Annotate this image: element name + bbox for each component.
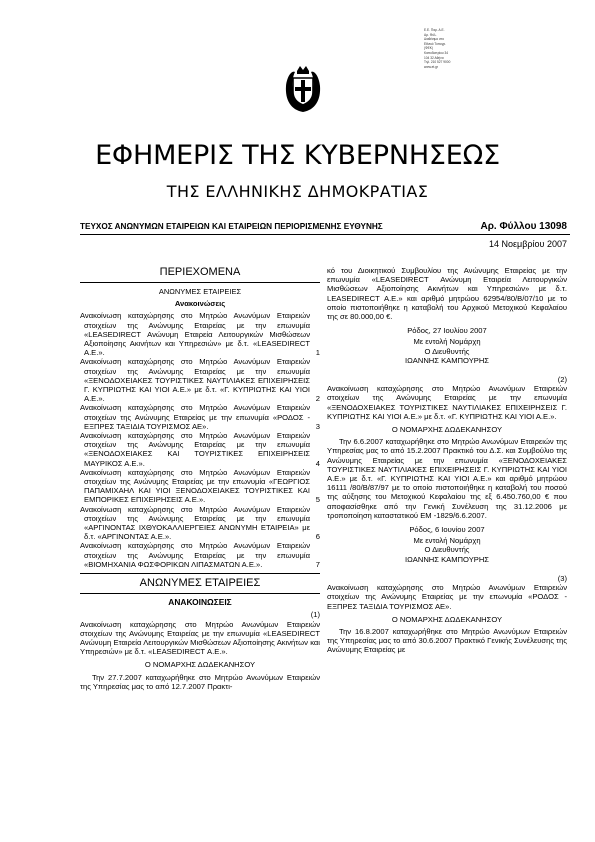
toc-entry[interactable] <box>80 357 320 403</box>
notice-signature-line: Με εντολή Νομάρχη <box>413 536 481 546</box>
notice-signatory: ΙΩΑΝΝΗΣ ΚΑΜΠΟΥΡΗΣ <box>404 355 490 365</box>
notice-title: Ανακοίνωση καταχώρησης στο Μητρώο Ανωνύμων Εταιρειών στοιχείων της Ανώνυμης Εταιρείας με την επωνυμία «ΡΟΔΟΣ - ΕΞΠΡΕΣ ΤΑΞΙΔΙΑ ΤΟΥΡΙΣΜΟΣ ΑΕ». <box>327 583 567 611</box>
notice-text: Την 16.8.2007 καταχωρήθηκε στο Μητρώο Ανωνύμων Εταιρειών της Υπηρεσίας μας το από 30.6.2007 Πρακτικό Γενικής Συνέλευσης της Ανώνυμης Εταιρείας με <box>327 626 567 655</box>
notice-number: (1) <box>310 610 320 620</box>
gazette-title: ΕΦΗΜΕΡΙΣ ΤΗΣ ΚΥΒΕΡΝΗΣΕΩΣ <box>95 140 500 171</box>
stamp-line: Τηλ. 210 527 9000 <box>424 60 451 65</box>
greek-coat-of-arms-icon <box>283 62 323 116</box>
header-rule <box>80 234 570 235</box>
notice-text: κό του Διοικητικού Συμβουλίου της Ανώνυμης Εταιρείας με την επωνυμία «LEASEDIRECT Ανώνυμη Εταιρεία Λειτουργικών Μισθώσεων Αξιοποίησης Ακινήτων και Υπηρεσιών» με δ.τ. LEASEDIRECT Α.Ε.» και αριθμό μητρώου 62954/80/Β/07/10 με το οποίο πιστοποιήθηκε η καταβολή του Αρχικού Μετοχικού Κεφαλαίου της σε 80.000,00 €. <box>327 266 567 322</box>
notice-authority: Ο ΝΟΜΑΡΧΗΣ ΔΩΔΕΚΑΝΗΣΟΥ <box>391 614 503 624</box>
issue-date: 14 Νοεμβρίου 2007 <box>489 239 567 249</box>
contents-section: ΑΝΩΝΥΜΕΣ ΕΤΑΙΡΕΙΕΣ <box>158 287 242 296</box>
toc-page-number: 1 <box>315 348 320 358</box>
stamp-line: Εθνικό Τυπογρ. <box>424 41 446 46</box>
stamp-line: Καποδιστρίου 34 <box>424 50 449 55</box>
stamp-line: Ε.Ε. Παρ. Α.Ε. <box>424 28 445 32</box>
issue-header <box>80 222 570 231</box>
notice-text: Την 27.7.2007 καταχωρήθηκε στο Μητρώο Ανωνύμων Εταιρειών της Υπηρεσίας μας το από 12.7.2007 Πρακτι- <box>80 672 320 691</box>
toc-entry[interactable] <box>80 468 320 505</box>
toc-entry-text: Ανακοίνωση καταχώρησης στο Μητρώο Ανωνύμων Εταιρειών στοιχείων της Ανώνυμης Εταιρείας με την επωνυμία «ΒΙΟΜΗΧΑΝΙΑ ΦΩΣΦΟΡΙΚΩΝ ΛΙΠΑΣΜΑΤΩΝ Α.Ε.». <box>80 541 310 569</box>
notice-signature-line: Ο Διευθυντής <box>424 346 470 356</box>
toc-entry-text: Ανακοίνωση καταχώρησης στο Μητρώο Ανωνύμων Εταιρειών στοιχείων της Ανώνυμης Εταιρείας με την επωνυμία «ΡΟΔΟΣ - ΕΞΠΡΕΣ ΤΑΞΙΔΙΑ ΤΟΥΡΙΣΜΟΣ ΑΕ». <box>80 403 310 431</box>
gazette-subtitle: ΤΗΣ ΕΛΛΗΝΙΚΗΣ ΔΗΜΟΚΡΑΤΙΑΣ <box>166 182 429 201</box>
toc-entry[interactable] <box>80 541 320 569</box>
notice-signature-line: Ο Διευθυντής <box>424 545 470 555</box>
distribution-stamp <box>424 28 484 69</box>
toc-entry[interactable] <box>80 311 320 357</box>
toc-entry[interactable] <box>80 505 320 542</box>
toc-entry[interactable] <box>80 403 320 431</box>
toc-page-number: 7 <box>315 559 320 569</box>
toc-entry-text: Ανακοίνωση καταχώρησης στο Μητρώο Ανωνύμων Εταιρειών στοιχείων της Ανώνυμης Εταιρείας με την επωνυμία «ΞΕΝΟΔΟΧΕΙΑΚΕΣ ΚΑΙ ΤΟΥΡΙΣΤΙΚΕΣ ΕΠΙΧΕΙΡΗΣΕΙΣ ΜΑΥΡΙΚΟΣ Α.Ε.». <box>80 431 310 468</box>
notice-place-date: Ρόδος, 6 Ιουνίου 2007 <box>409 525 485 535</box>
notice-text: Την 6.6.2007 καταχωρήθηκε στο Μητρώο Ανωνύμων Εταιρειών της Υπηρεσίας μας το από 15.2.2007 Πρακτικό του Δ.Σ. και Συμβούλιο της Ανώνυμης Εταιρείας με την επωνυμία «ΞΕΝΟΔΟΧΕΙΑΚΕΣ ΤΟΥΡΙΣΤΙΚΕΣ ΝΑΥΤΙΛΙΑΚΕΣ ΕΠΙΧΕΙΡΗΣΕΙΣ Γ. ΚΥΠΡΙΩΤΗΣ ΚΑΙ ΥΙΟΙ Α.Ε.» με δ.τ. «Γ. ΚΥΠΡΙΩΤΗΣ ΚΑΙ ΥΙΟΙ Α.Ε.» και αριθμό μητρώου 16111 /80/Β/87/97 με το οποίο πιστοποιήθηκε η καταβολή του ποσού της αύξησης του Μετοχικού Κεφαλαίου της εξ 6.450.760,00 € που αποφασίσθηκε από την Γενική Συνέλευση της 31.12.2006 με τροποποίηση καταστατικού ΕΜ -1829/6.6.2007. <box>327 437 567 520</box>
stamp-line: Διαθέσιμο στο <box>424 37 444 42</box>
toc-page-number: 2 <box>315 394 320 404</box>
notice-signature-line: Με εντολή Νομάρχη <box>413 337 481 347</box>
notice-place-date: Ρόδος, 27 Ιουλίου 2007 <box>407 326 487 336</box>
notice-signatory: ΙΩΑΝΝΗΣ ΚΑΜΠΟΥΡΗΣ <box>404 554 490 564</box>
toc-entry-text: Ανακοίνωση καταχώρησης στο Μητρώο Ανωνύμων Εταιρειών στοιχείων της Ανώνυμης Εταιρείας με την επωνυμία «ΑΡΓΙΝΟΝΤΑΣ ΙΧΘΥΟΚΑΛΛΙΕΡΓΕΙΕΣ ΑΝΩΝΥΜΗ ΕΤΑΙΡΕΙΑ» με δ.τ. «ΑΡΓΙΝΟΝΤΑΣ Α.Ε.». <box>80 504 310 542</box>
body-section-heading: ΑΝΩΝΥΜΕΣ ΕΤΑΙΡΕΙΕΣ <box>139 577 261 590</box>
left-column <box>80 266 320 691</box>
notice-authority: Ο ΝΟΜΑΡΧΗΣ ΔΩΔΕΚΑΝΗΣΟΥ <box>391 425 503 435</box>
contents-subsection: Ανακοινώσεις <box>174 299 226 309</box>
section-rule <box>80 573 320 574</box>
toc-page-number: 3 <box>315 421 320 431</box>
toc-page-number: 5 <box>315 495 320 505</box>
stamp-line: (ΦΕΚ) <box>424 46 433 51</box>
toc-entry-text: Ανακοίνωση καταχώρησης στο Μητρώο Ανωνύμων Εταιρειών στοιχείων της Ανώνυμης Εταιρείας με την επωνυμία «ΞΕΝΟΔΟΧΕΙΑΚΕΣ ΤΟΥΡΙΣΤΙΚΕΣ ΝΑΥΤΙΛΙΑΚΕΣ ΕΠΙΧΕΙΡΗΣΕΙΣ Γ. ΚΥΠΡΙΩΤΗΣ ΚΑΙ ΥΙΟΙ Α.Ε.» με δ.τ. «Γ. ΚΥΠΡΙΩΤΗΣ ΚΑΙ ΥΙΟΙ Α.Ε.». <box>80 357 310 404</box>
contents-heading: ΠΕΡΙΕΧΟΜΕΝΑ <box>159 266 241 278</box>
issue-label: ΤΕΥΧΟΣ ΑΝΩΝΥΜΩΝ ΕΤΑΙΡΕΙΩΝ ΚΑΙ ΕΤΑΙΡΕΙΩΝ ΠΕΡΙΟΡΙΣΜΕΝΗΣ ΕΥΘΥΝΗΣ <box>80 222 383 231</box>
contents-rule <box>80 282 320 283</box>
notice-title: Ανακοίνωση καταχώρησης στο Μητρώο Ανωνύμων Εταιρειών στοιχείων της Ανώνυμης Εταιρείας με την επωνυμία «ΞΕΝΟΔΟΧΕΙΑΚΕΣ ΤΟΥΡΙΣΤΙΚΕΣ ΝΑΥΤΙΛΙΑΚΕΣ ΕΠΙΧΕΙΡΗΣΕΙΣ Γ. ΚΥΠΡΙΩΤΗΣ ΚΑΙ ΥΙΟΙ Α.Ε.» με δ.τ. «Γ. ΚΥΠΡΙΩΤΗΣ ΚΑΙ ΥΙΟΙ Α.Ε.». <box>327 384 567 421</box>
section-rule <box>80 593 320 594</box>
sheet-number: Αρ. Φύλλου 13098 <box>480 221 567 232</box>
toc-page-number: 6 <box>315 532 320 542</box>
notice-number: (3) <box>557 573 567 583</box>
notice-title: Ανακοίνωση καταχώρησης στο Μητρώο Ανωνύμων Εταιρειών στοιχείων της Ανώνυμης Εταιρείας με την επωνυμία «LEASEDIRECT Ανώνυμη Εταιρεία Λειτουργικών Μισθώσεων Αξιοποίησης Ακινήτων και Υπηρεσιών» με δ.τ. «LEASEDIRECT Α.Ε.». <box>80 619 320 657</box>
stamp-line: 104 32 Αθήνα <box>424 55 444 60</box>
notice-number: (2) <box>557 375 567 385</box>
notice-authority: Ο ΝΟΜΑΡΧΗΣ ΔΩΔΕΚΑΝΗΣΟΥ <box>144 660 256 670</box>
right-column <box>327 266 567 655</box>
toc-page-number: 4 <box>315 458 320 468</box>
stamp-line: www.et.gr <box>424 64 438 69</box>
toc-entry-text: Ανακοίνωση καταχώρησης στο Μητρώο Ανωνύμων Εταιρειών στοιχείων της Ανώνυμης Εταιρείας με την επωνυμία «ΓΕΩΡΓΙΟΣ ΠΑΠΑΜΙΧΑΗΛ ΚΑΙ ΥΙΟΙ ΞΕΝΟΔΟΧΕΙΑΚΕΣ ΤΟΥΡΙΣΤΙΚΕΣ ΚΑΙ ΕΜΠΟΡΙΚΕΣ ΕΠΙΧΕΙΡΗΣΕΙΣ Α.Ε.». <box>80 467 310 505</box>
toc-entry[interactable] <box>80 431 320 468</box>
toc-entry-text: Ανακοίνωση καταχώρησης στο Μητρώο Ανωνύμων Εταιρειών στοιχείων της Ανώνυμης Εταιρείας με την επωνυμία «LEASEDIRECT Ανώνυμη Εταιρεία Λειτουργικών Μισθώσεων Αξιοποίησης Ακινήτων και Υπηρεσιών» με δ.τ. «LEASEDIRECT Α.Ε.». <box>80 311 310 358</box>
stamp-line: Αρ. Φύλ. <box>424 32 437 37</box>
body-subsection-heading: ΑΝΑΚΟΙΝΩΣΕΙΣ <box>168 597 232 608</box>
